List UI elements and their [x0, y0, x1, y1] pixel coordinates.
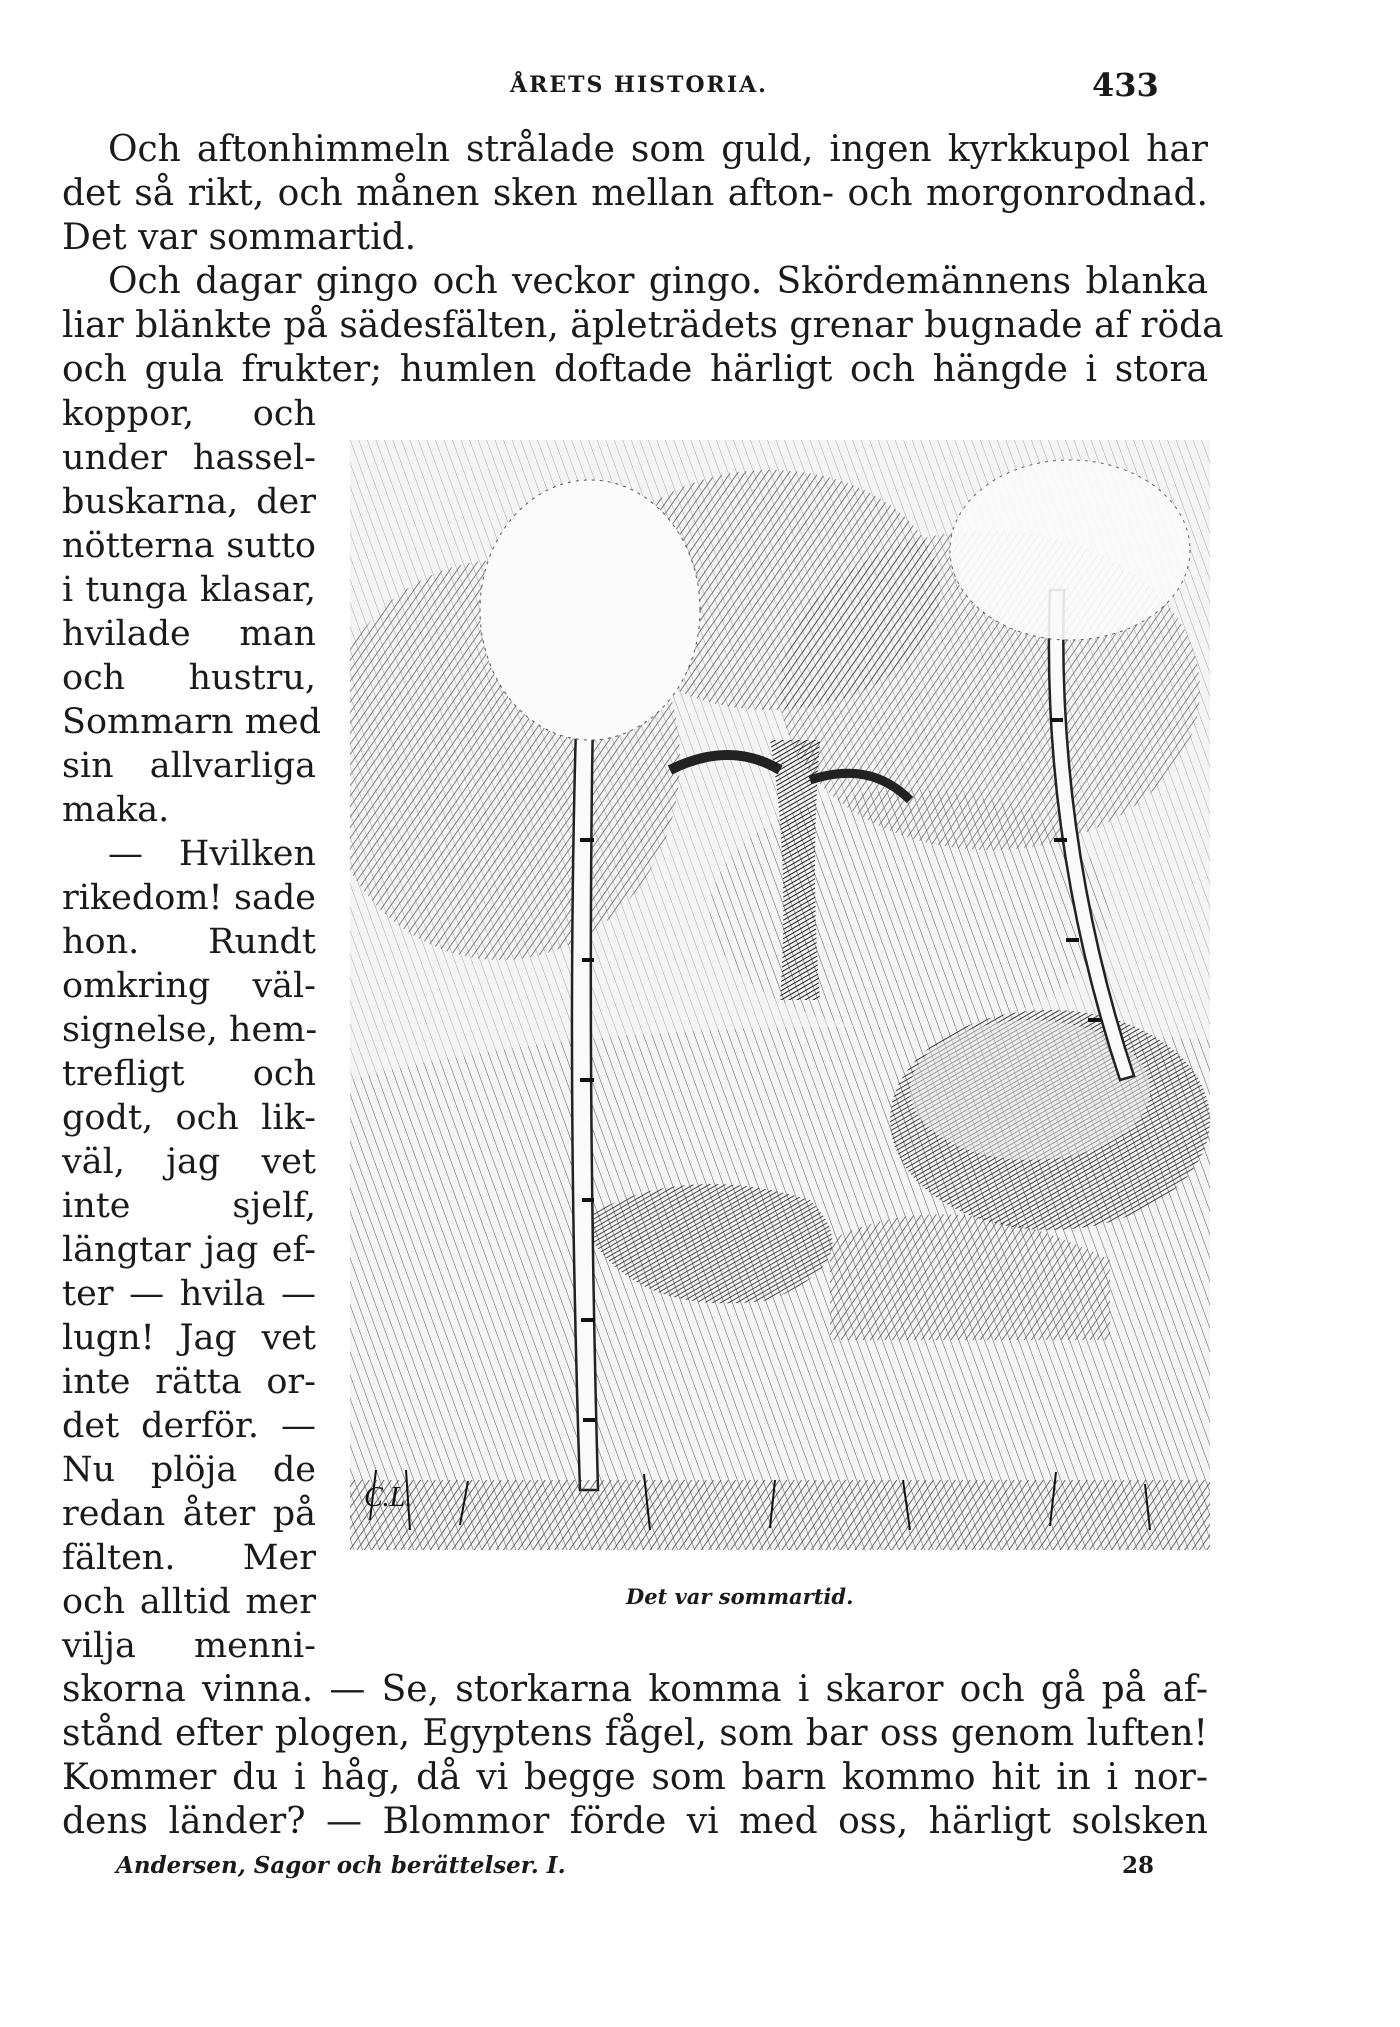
text-line: Det var sommartid. — [62, 217, 417, 258]
text-line: Kommer du i håg, då vi begge som barn kommo hit in i nor- — [62, 1757, 1208, 1798]
narrow-text-line: hon. Rundt — [62, 922, 316, 962]
engraver-signature: C.L. — [364, 1482, 413, 1513]
text-line: stånd efter plogen, Egyptens fågel, som bar oss genom luften! — [62, 1713, 1208, 1754]
illustration-caption: Det var sommartid. — [626, 1584, 854, 1609]
narrow-text-line: och alltid mer — [62, 1582, 316, 1622]
engraving-illustration — [350, 440, 1210, 1550]
narrow-text-line: — Hvilken — [108, 834, 316, 874]
footer-source: Andersen, Sagor och berättelser. I. — [116, 1852, 566, 1879]
text-line: Och aftonhimmeln strålade som guld, ingen kyrkkupol har — [108, 129, 1208, 170]
narrow-text-line: ter — hvila — — [62, 1274, 316, 1314]
narrow-text-line: maka. — [62, 790, 170, 830]
narrow-text-line: under hassel- — [62, 438, 316, 478]
running-title: ÅRETS HISTORIA. — [510, 72, 768, 98]
text-line: det så rikt, och månen sken mellan afton- och morgonrodnad. — [62, 173, 1208, 214]
narrow-text-line: inte rätta or- — [62, 1362, 316, 1402]
narrow-text-line: rikedom! sade — [62, 878, 316, 918]
narrow-text-line: hvilade man — [62, 614, 316, 654]
signature-mark: 28 — [1122, 1852, 1155, 1879]
narrow-text-line: i tunga klasar, — [62, 570, 316, 610]
narrow-text-line: nötterna sutto — [62, 526, 316, 566]
text-line: skorna vinna. — Se, storkarna komma i skaror och gå på af- — [62, 1669, 1208, 1710]
narrow-text-line: inte sjelf, — [62, 1186, 316, 1226]
narrow-text-line: väl, jag vet — [62, 1142, 316, 1182]
text-line: och gula frukter; humlen doftade härligt och hängde i stora — [62, 349, 1208, 390]
narrow-text-line: trefligt och — [62, 1054, 316, 1094]
narrow-text-line: längtar jag ef- — [62, 1230, 316, 1270]
page-number: 433 — [1092, 66, 1159, 104]
narrow-text-line: Nu plöja de — [62, 1450, 316, 1490]
narrow-text-line: och hustru, — [62, 658, 316, 698]
narrow-text-line: fälten. Mer — [62, 1538, 316, 1578]
narrow-text-line: Sommarn med — [62, 702, 321, 742]
narrow-text-line: signelse, hem- — [62, 1010, 318, 1050]
narrow-text-line: koppor, och — [62, 394, 316, 434]
narrow-text-line: buskarna, der — [62, 482, 316, 522]
narrow-text-line: omkring väl- — [62, 966, 316, 1006]
text-line: Och dagar gingo och veckor gingo. Skördemännens blanka — [108, 261, 1208, 302]
narrow-text-line: vilja menni- — [62, 1626, 316, 1666]
narrow-text-line: redan åter på — [62, 1494, 316, 1534]
narrow-text-line: sin allvarliga — [62, 746, 316, 786]
narrow-text-line: lugn! Jag vet — [62, 1318, 316, 1358]
narrow-text-line: det derför. — — [62, 1406, 316, 1446]
narrow-text-line: godt, och lik- — [62, 1098, 316, 1138]
text-line: liar blänkte på sädesfälten, äpleträdets grenar bugnade af röda — [62, 305, 1224, 346]
text-line: dens länder? — Blommor förde vi med oss, härligt solsken — [62, 1801, 1208, 1842]
